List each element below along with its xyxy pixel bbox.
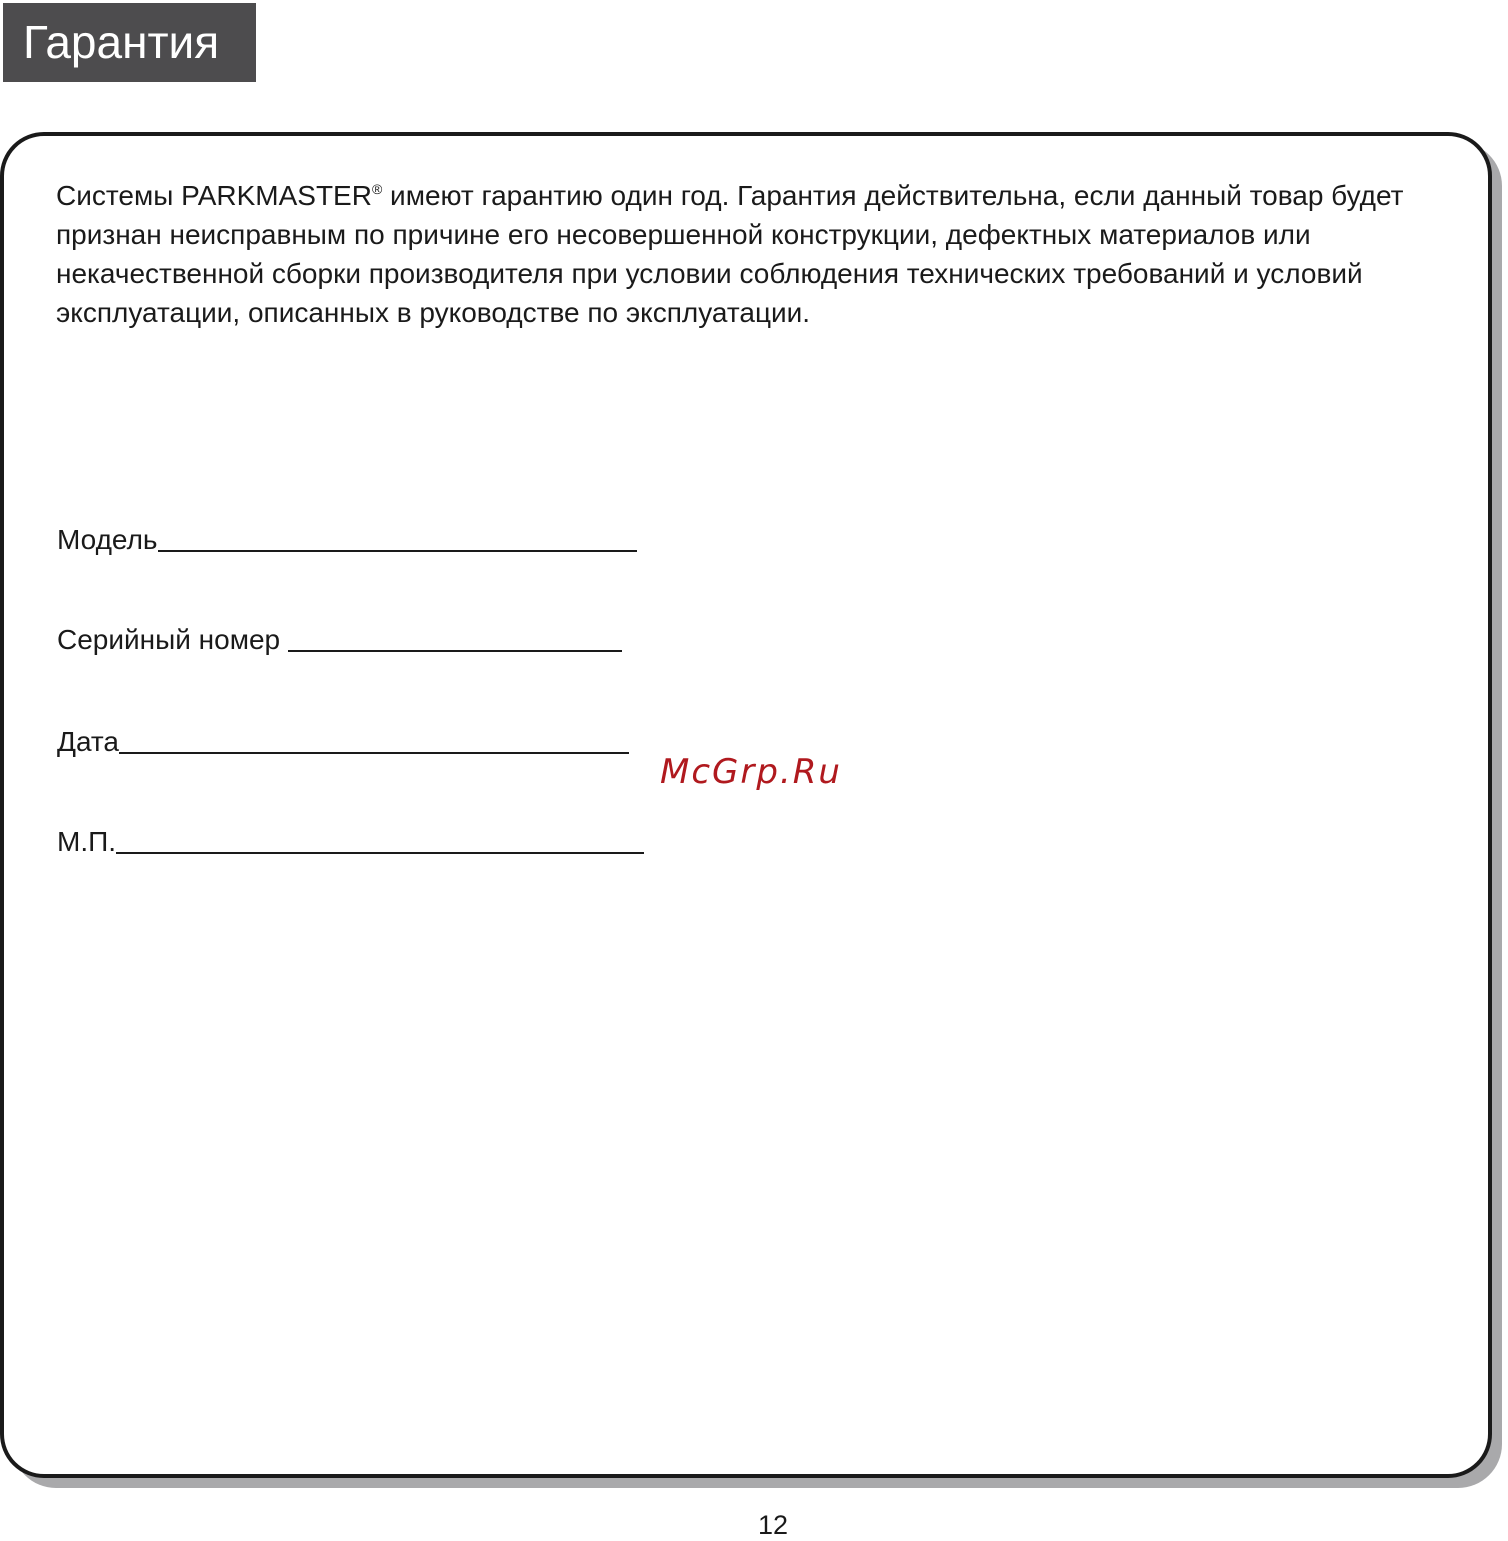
warranty-text-rest: имеют гарантию один год. Гарантия действительна, если данный товар будет признан неисправным по причине его несовершенной конструкции, дефектных материалов или некачественной сборки производителя при условии соблюдения технических требований и условий эксплуатации, описанных в руководстве по эксплуатации. <box>56 180 1404 328</box>
warranty-statement <box>56 176 1456 332</box>
stamp-field-row <box>57 826 644 858</box>
warranty-card <box>0 132 1492 1478</box>
serial-field-row <box>57 624 622 656</box>
serial-number-input-line[interactable] <box>288 650 622 652</box>
model-field-row <box>57 524 637 556</box>
date-input-line[interactable] <box>119 752 629 754</box>
date-label: Дата <box>57 726 120 757</box>
page-number: 12 <box>757 1510 789 1540</box>
section-title: Гарантия <box>3 3 256 82</box>
date-field-row <box>57 726 629 758</box>
watermark: McGrp.Ru <box>660 752 842 792</box>
serial-number-label: Серийный номер <box>57 624 288 655</box>
registered-mark: ® <box>371 181 383 197</box>
warranty-text-start: Системы PARKMASTER <box>56 180 372 211</box>
model-input-line[interactable] <box>158 550 637 552</box>
model-label: Модель <box>57 524 158 555</box>
stamp-input-line[interactable] <box>116 852 644 854</box>
stamp-label: М.П. <box>57 826 117 857</box>
